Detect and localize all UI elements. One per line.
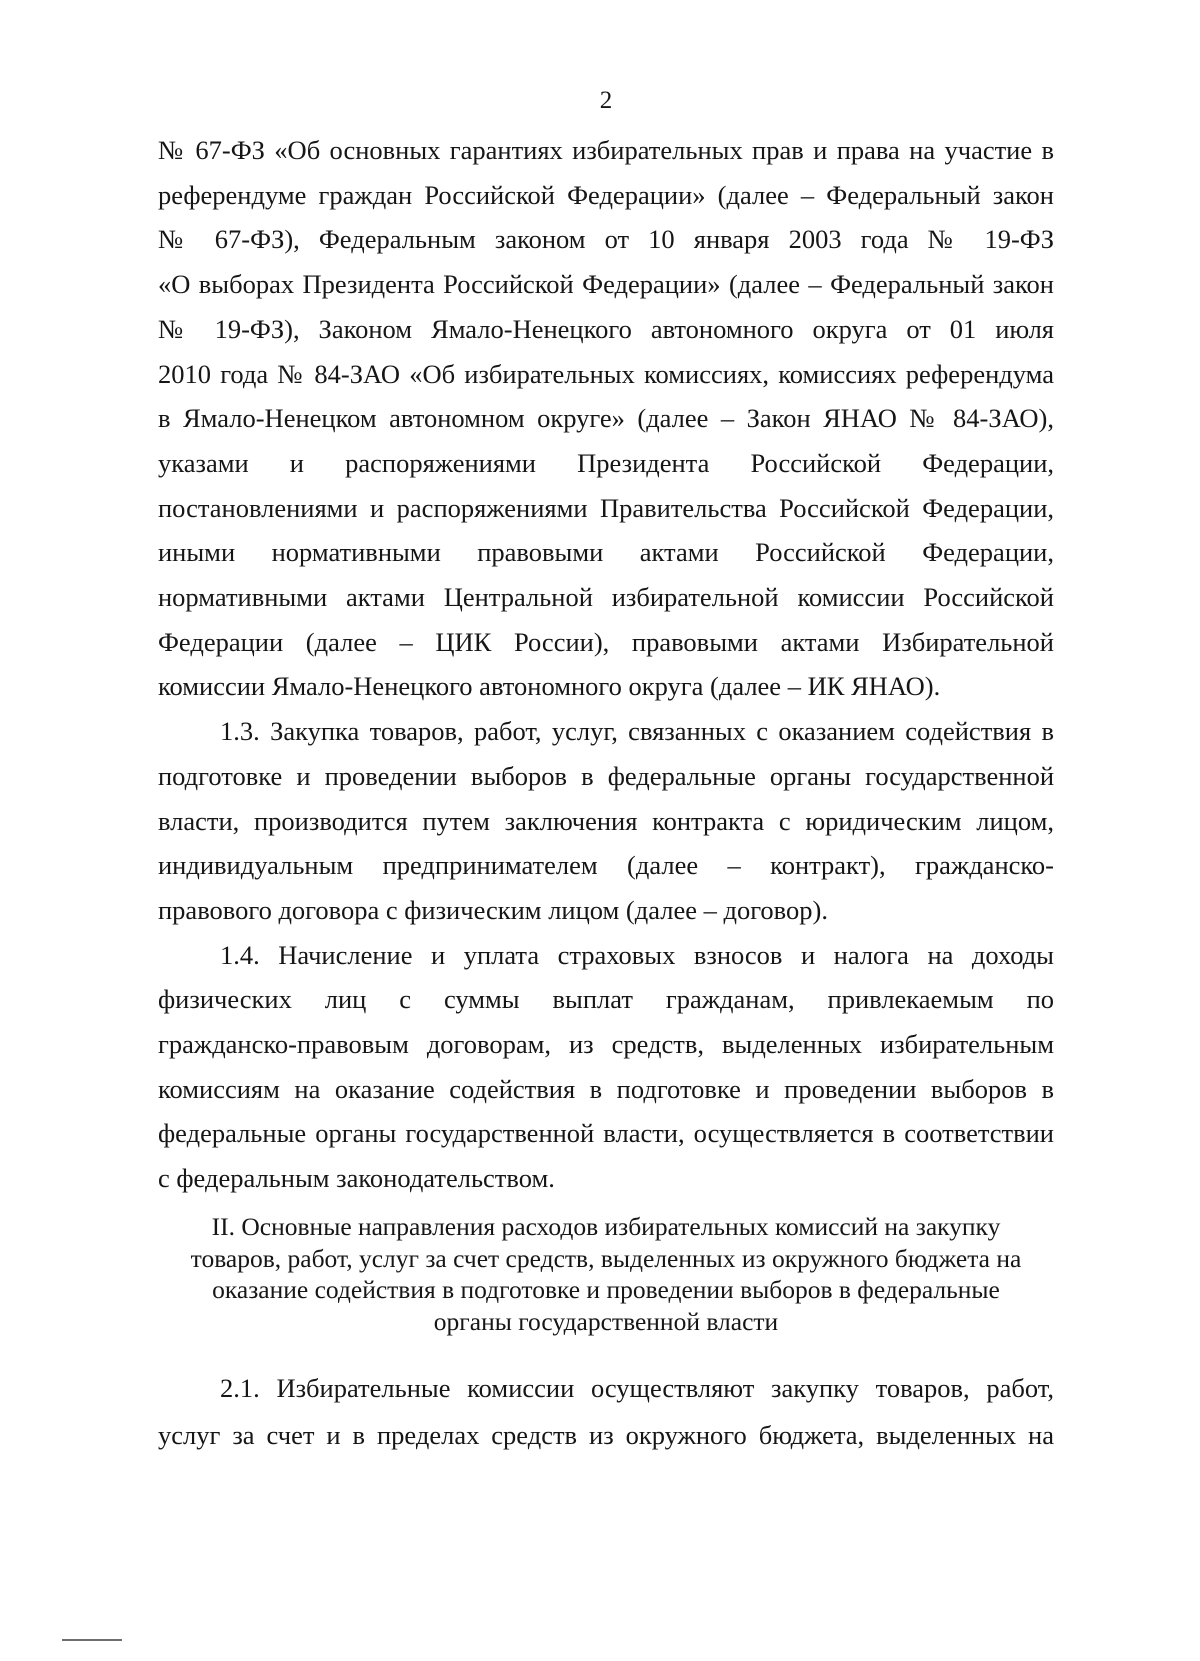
scan-margin-mark <box>62 1639 122 1641</box>
text-line: постановлениями и распоряжениями Правительства Российской Федерации, <box>158 492 1054 523</box>
text-line: 1.4. Начисление и уплата страховых взносов и налога на доходы <box>220 939 1054 970</box>
text-line: федеральные органы государственной власти, осуществляется в соответствии <box>158 1118 1054 1149</box>
section-heading-line: оказание содействия в подготовке и проведении выборов в федеральные <box>212 1275 1000 1305</box>
text-line: 2.1. Избирательные комиссии осуществляют закупку товаров, работ, <box>220 1373 1054 1403</box>
text-line: правового договора с физическим лицом (далее – договор). <box>158 894 828 925</box>
text-line: 1.3. Закупка товаров, работ, услуг, связанных с оказанием содействия в <box>220 716 1054 747</box>
text-line: комиссии Ямало-Ненецкого автономного округа (далее – ИК ЯНАО). <box>158 671 941 702</box>
text-line: подготовке и проведении выборов в федеральные органы государственной <box>158 760 1054 791</box>
text-line: власти, производится путем заключения контракта с юридическим лицом, <box>158 805 1054 836</box>
text-line: услуг за счет и в пределах средств из окружного бюджета, выделенных на <box>158 1420 1054 1450</box>
text-line: № 67-ФЗ), Федеральным законом от 10 января 2003 года № 19-ФЗ <box>158 224 1054 255</box>
text-line: физических лиц с суммы выплат гражданам, привлекаемым по <box>158 984 1054 1015</box>
text-line: в Ямало-Ненецком автономном округе» (далее – Закон ЯНАО № 84-ЗАО), <box>158 403 1054 434</box>
text-line: 2010 года № 84-ЗАО «Об избирательных комиссиях, комиссиях референдума <box>158 358 1054 389</box>
page-number: 2 <box>599 87 613 114</box>
text-line: № 19-ФЗ), Законом Ямало-Ненецкого автономного округа от 01 июля <box>158 313 1054 344</box>
section-heading-line: органы государственной власти <box>433 1306 779 1336</box>
text-line: иными нормативными правовыми актами Российской Федерации, <box>158 537 1054 568</box>
text-line: № 67-ФЗ «Об основных гарантиях избирательных прав и права на участие в <box>158 135 1054 165</box>
text-line: указами и распоряжениями Президента Российской Федерации, <box>158 447 1054 478</box>
text-line: Федерации (далее – ЦИК России), правовыми актами Избирательной <box>158 626 1054 657</box>
section-heading-line: II. Основные направления расходов избирательных комиссий на закупку <box>211 1212 1001 1241</box>
text-line: индивидуальным предпринимателем (далее – контракт), гражданско- <box>158 850 1054 881</box>
text-line: комиссиям на оказание содействия в подготовке и проведении выборов в <box>158 1073 1054 1104</box>
section-heading-line: товаров, работ, услуг за счет средств, выделенных из окружного бюджета на <box>190 1243 1022 1273</box>
text-line: гражданско-правовым договорам, из средств, выделенных избирательным <box>158 1029 1054 1059</box>
text-line: «О выборах Президента Российской Федерации» (далее – Федеральный закон <box>158 269 1054 300</box>
text-line: референдуме граждан Российской Федерации» (далее – Федеральный закон <box>158 179 1054 210</box>
text-line: с федеральным законодательством. <box>158 1163 555 1194</box>
text-line: нормативными актами Центральной избирательной комиссии Российской <box>158 582 1054 612</box>
